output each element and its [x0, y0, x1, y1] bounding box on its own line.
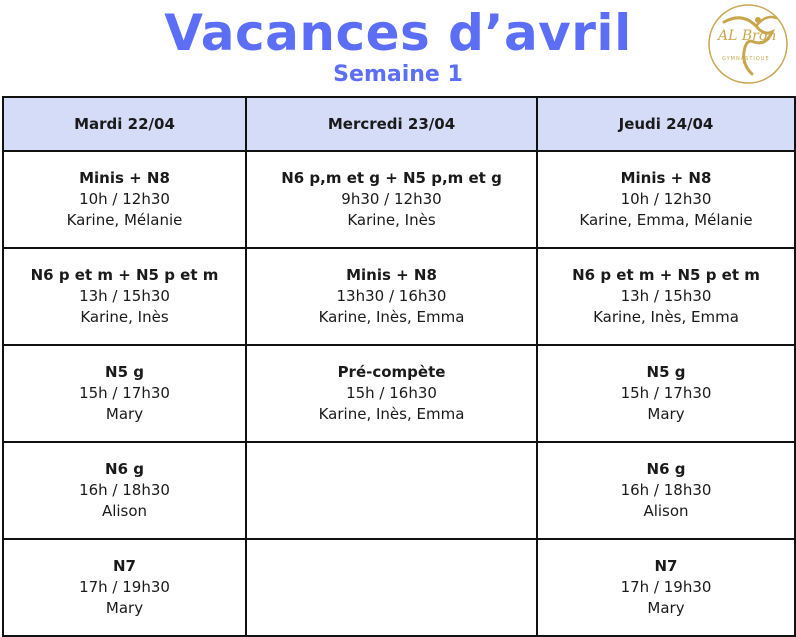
session-time: 10h / 12h30: [620, 190, 712, 208]
session-time: 16h / 18h30: [620, 481, 712, 499]
page-subtitle: Semaine 1: [333, 62, 463, 87]
table-row: [3, 539, 795, 636]
session-coaches: Alison: [643, 502, 689, 520]
session-time: 13h30 / 16h30: [336, 287, 447, 305]
session-time: 13h / 15h30: [620, 287, 712, 305]
session-time: 15h / 17h30: [620, 384, 712, 402]
schedule-cell: [537, 248, 795, 345]
session-coaches: Mary: [647, 599, 685, 617]
schedule-cell: [537, 151, 795, 248]
schedule-cell: [3, 442, 246, 539]
schedule-cell: [537, 442, 795, 539]
column-header-thursday: Jeudi 24/04: [537, 97, 795, 151]
session-coaches: Karine, Inès: [80, 308, 169, 326]
table-row: [3, 248, 795, 345]
session-group: N7: [654, 557, 678, 575]
session-group: N6 p,m et g + N5 p,m et g: [281, 169, 502, 187]
column-header-tuesday: Mardi 22/04: [3, 97, 246, 151]
schedule-cell: [246, 248, 537, 345]
session-group: N7: [113, 557, 136, 575]
schedule-cell: [246, 539, 537, 636]
session-group: Pré-compète: [337, 363, 446, 381]
session-coaches: Mary: [647, 405, 685, 423]
session-group: N5 g: [105, 363, 144, 381]
session-time: 17h / 19h30: [620, 578, 712, 596]
session-group: N6 p et m + N5 p et m: [572, 266, 760, 284]
club-logo: [706, 2, 790, 86]
session-group: N6 g: [105, 460, 144, 478]
schedule-cell: [3, 345, 246, 442]
session-coaches: Mary: [105, 405, 144, 423]
session-time: 13h / 15h30: [79, 287, 170, 305]
session-time: 9h30 / 12h30: [341, 190, 442, 208]
session-group: N6 g: [646, 460, 686, 478]
session-group: N6 p et m + N5 p et m: [30, 266, 219, 284]
table-row: [3, 151, 795, 248]
session-group: Minis + N8: [346, 266, 437, 284]
schedule-cell: [537, 539, 795, 636]
session-group: Minis + N8: [79, 169, 170, 187]
header-row: [3, 97, 795, 151]
session-coaches: Karine, Inès, Emma: [318, 405, 465, 423]
table-row: [3, 442, 795, 539]
schedule-cell: [3, 539, 246, 636]
session-coaches: Karine, Inès: [347, 211, 436, 229]
session-time: 15h / 16h30: [346, 384, 437, 402]
session-coaches: Karine, Inès, Emma: [593, 308, 739, 326]
logo-subtext: GYMNASTIQUE: [722, 56, 770, 62]
column-header-wednesday: Mercredi 23/04: [246, 97, 537, 151]
logo-emblem: [706, 2, 790, 86]
logo-text: AL Bron: [718, 28, 777, 44]
session-group: N5 g: [646, 363, 686, 381]
session-coaches: Karine, Mélanie: [66, 211, 183, 229]
session-coaches: Alison: [101, 502, 148, 520]
session-time: 17h / 19h30: [79, 578, 170, 596]
session-group: Minis + N8: [620, 169, 712, 187]
schedule-cell: [246, 442, 537, 539]
schedule-cell: [537, 345, 795, 442]
schedule-cell: [3, 248, 246, 345]
schedule-cell: [246, 151, 537, 248]
session-time: 15h / 17h30: [79, 384, 170, 402]
session-time: 10h / 12h30: [79, 190, 170, 208]
table-row: [3, 345, 795, 442]
session-coaches: Mary: [105, 599, 144, 617]
schedule-cell: [3, 151, 246, 248]
session-time: 16h / 18h30: [79, 481, 170, 499]
schedule-cell: [246, 345, 537, 442]
session-coaches: Karine, Inès, Emma: [318, 308, 465, 326]
schedule-table: [2, 96, 796, 637]
session-coaches: Karine, Emma, Mélanie: [579, 211, 753, 229]
page-title: Vacances d’avril: [164, 4, 632, 62]
